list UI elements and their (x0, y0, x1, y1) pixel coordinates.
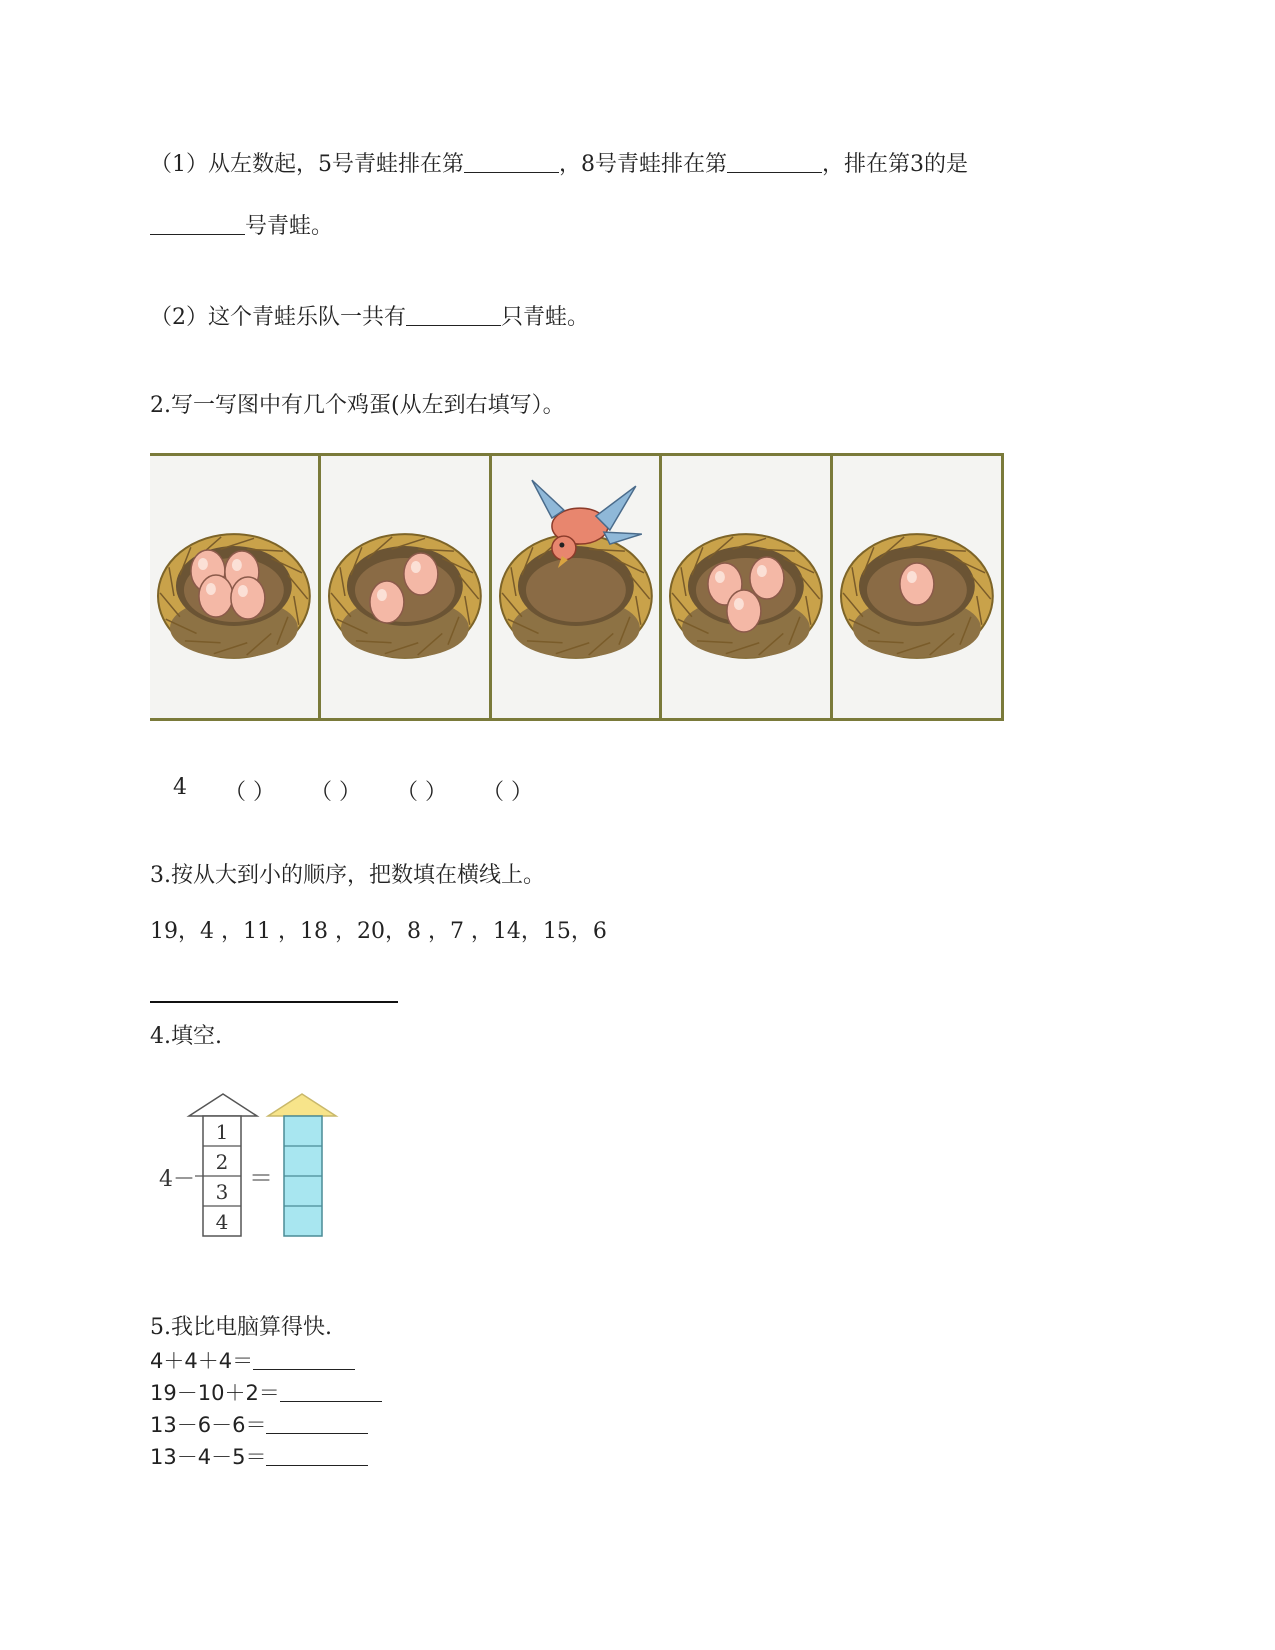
q1-text-e: （2）这个青蛙乐队一共有 (150, 305, 406, 330)
q1-text-b: ，8号青蛙排在第 (559, 152, 727, 177)
q5-expr-4: 13－4－5＝ (150, 1445, 267, 1469)
subtraction-tower-figure (155, 1088, 355, 1248)
q3-numbers: 19，4 ，11 ，18 ，20，8 ，7 ，14，15，6 (150, 919, 607, 944)
nest-2-eggs-image (321, 456, 489, 718)
q2-answer-1: 4 (173, 775, 187, 800)
nest-cell-5 (833, 456, 1004, 718)
nest-cell-4 (662, 456, 833, 718)
tower-cell-1: 1 (215, 1120, 229, 1144)
q5-expr-2-row (150, 1377, 382, 1409)
tower-cell-4: 4 (215, 1210, 229, 1234)
q5-expr-2: 19－10＋2＝ (150, 1381, 280, 1405)
q2-title: 2.写一写图中有几个鸡蛋(从左到右填写）。 (150, 393, 565, 418)
q3-title: 3.按从大到小的顺序，把数填在横线上。 (150, 863, 545, 888)
q1-text-a: （1）从左数起，5号青蛙排在第 (150, 152, 464, 177)
right-arrow-head (268, 1094, 336, 1116)
q2-answer-4[interactable]: （ ） (396, 780, 447, 805)
q5-expr-4-row (150, 1441, 368, 1473)
nest-strip (150, 453, 1004, 721)
equals-sign: ＝ (249, 1164, 273, 1192)
q5-expr-1: 4＋4＋4＝ (150, 1349, 254, 1373)
q4-minuend: 4－ (159, 1167, 195, 1192)
nest-cell-2 (321, 456, 492, 718)
q5-blank-3[interactable] (266, 1409, 368, 1434)
q5-title: 5.我比电脑算得快. (150, 1315, 332, 1340)
q4-title: 4.填空. (150, 1024, 222, 1049)
tower-cell-2: 2 (215, 1150, 229, 1174)
nest-3-eggs-image (662, 456, 830, 718)
q1-blank-1[interactable] (464, 150, 559, 173)
q1-blank-2[interactable] (727, 150, 822, 173)
q1-text-c: ，排在第3的是 (822, 152, 968, 177)
q1-blank-3[interactable] (150, 212, 245, 235)
q5-expr-3-row (150, 1409, 368, 1441)
q1-text-f: 只青蛙。 (501, 305, 590, 330)
left-arrow-head (189, 1094, 257, 1116)
nest-bird-image (492, 456, 660, 718)
nest-cell-1 (150, 456, 321, 718)
q3-answer-line[interactable] (150, 1001, 398, 1003)
tower-cell-3: 3 (215, 1180, 229, 1204)
nest-cell-3 (492, 456, 663, 718)
q5-blank-1[interactable] (253, 1345, 355, 1370)
q5-blank-4[interactable] (266, 1441, 368, 1466)
q5-expr-3: 13－6－6＝ (150, 1413, 267, 1437)
q1-line-2 (150, 212, 333, 242)
nest-1-egg-image (833, 456, 1001, 718)
q1-line-1 (150, 150, 968, 180)
q2-answer-5[interactable]: （ ） (482, 780, 533, 805)
q1-text-d: 号青蛙。 (245, 214, 334, 239)
nest-4-eggs-image (150, 456, 318, 718)
q1-blank-4[interactable] (406, 303, 501, 326)
q5-expr-1-row (150, 1345, 355, 1377)
q2-answer-3[interactable]: （ ） (310, 780, 361, 805)
q5-blank-2[interactable] (280, 1377, 382, 1402)
q1-line-3 (150, 303, 589, 333)
q2-answer-2[interactable]: （ ） (224, 780, 275, 805)
